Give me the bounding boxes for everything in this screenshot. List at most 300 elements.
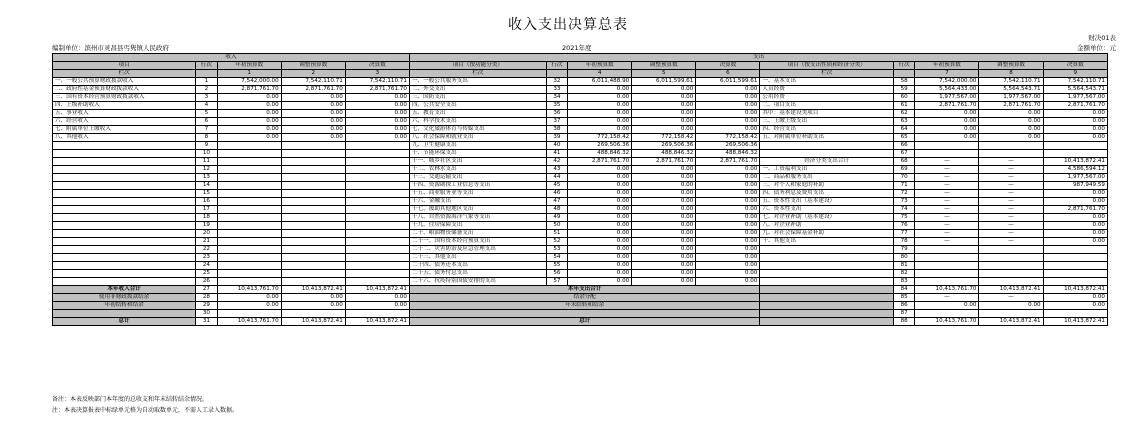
income-adjusted: 0.00 [281, 110, 345, 118]
row-no: 24 [196, 262, 217, 270]
row-no: 52 [546, 238, 567, 246]
expense-header: 支出 [409, 54, 1107, 62]
income-adjusted [281, 206, 345, 214]
row-no: 64 [894, 126, 915, 134]
expense-func-item: 十二、农林水支出 [409, 166, 546, 174]
expense-econ-final: 4,586,594.12 [1043, 166, 1107, 174]
expense-econ-adjusted: — [979, 238, 1043, 246]
expense-func-budget: 0.00 [568, 230, 632, 238]
expense-econ-item: 人员经费 [760, 86, 894, 94]
row-no: 57 [546, 278, 567, 286]
expense-func-budget: 0.00 [568, 118, 632, 126]
expense-func-budget: 0.00 [568, 174, 632, 182]
income-budget [217, 150, 281, 158]
income-item [53, 246, 196, 254]
expense-func-item: 二十六、抗疫特别国债安排的支出 [409, 278, 546, 286]
income-budget: 0.00 [217, 134, 281, 142]
expense-econ-item: 五、对附属单位补助支出 [760, 134, 894, 142]
row-no: 9 [196, 142, 217, 150]
row-no: 82 [894, 270, 915, 278]
income-total-final: 10,413,872.41 [345, 286, 409, 294]
expense-econ-final: 987,949.59 [1043, 182, 1107, 190]
col-budget: 年初预算数 [568, 62, 632, 70]
expense-econ-final [1043, 150, 1107, 158]
row-no: 86 [894, 302, 915, 310]
expense-econ-budget [915, 254, 979, 262]
row-no: 21 [196, 238, 217, 246]
col-index: 5 [632, 70, 696, 78]
expense-econ-budget: — [915, 174, 979, 182]
row-no: 46 [546, 190, 567, 198]
row-no: 72 [894, 190, 915, 198]
expense-func-adjusted: 0.00 [632, 190, 696, 198]
expense-func-item: 十八、自然资源海洋气象等支出 [409, 214, 546, 222]
expense-func-final: 0.00 [696, 206, 760, 214]
row-no: 59 [894, 86, 915, 94]
row-no: 26 [196, 278, 217, 286]
income-adjusted [281, 230, 345, 238]
cell [760, 302, 894, 310]
income-item [53, 190, 196, 198]
table-row [53, 214, 1108, 222]
expense-func-budget: 0.00 [568, 110, 632, 118]
expense-econ-item: 三、上缴上级支出 [760, 118, 894, 126]
row-no: 55 [546, 262, 567, 270]
row-no: 3 [196, 94, 217, 102]
expense-econ-budget: — [915, 214, 979, 222]
expense-econ-budget: — [915, 182, 979, 190]
expense-func-final: 0.00 [696, 270, 760, 278]
expense-func-item: 十一、城乡社区支出 [409, 158, 546, 166]
table-row [53, 182, 1108, 190]
income-lower-adjusted: 0.00 [281, 294, 345, 302]
expense-func-final: 0.00 [696, 190, 760, 198]
row-no: 40 [546, 142, 567, 150]
expense-func-final: 0.00 [696, 182, 760, 190]
income-adjusted: 2,871,761.70 [281, 86, 345, 94]
expense-econ-item: 十、其他支出 [760, 238, 894, 246]
expense-func-budget: 0.00 [568, 238, 632, 246]
row-no: 7 [196, 126, 217, 134]
income-adjusted [281, 214, 345, 222]
expense-func-final: 269,506.36 [696, 142, 760, 150]
income-adjusted: 0.00 [281, 118, 345, 126]
expense-total-budget: 10,413,761.70 [915, 286, 979, 294]
income-adjusted [281, 182, 345, 190]
expense-func-final: 0.00 [696, 110, 760, 118]
expense-func-adjusted: 0.00 [632, 126, 696, 134]
row-no: 38 [546, 126, 567, 134]
table-row [53, 302, 1108, 310]
table-row [53, 238, 1108, 246]
income-final [345, 166, 409, 174]
expense-econ-adjusted: — [979, 222, 1043, 230]
expense-total-label: 本年支出合计 [409, 286, 759, 294]
expense-econ-final: 7,542,110.71 [1043, 78, 1107, 86]
income-budget [217, 198, 281, 206]
row-no: 71 [894, 182, 915, 190]
expense-func-item: 十三、交通运输支出 [409, 174, 546, 182]
expense-func-final: 0.00 [696, 230, 760, 238]
expense-econ-adjusted [979, 246, 1043, 254]
expense-econ-item: 九、对社会保障基金补助 [760, 230, 894, 238]
expense-econ-item: 经济分类支出合计 [760, 158, 894, 166]
row-no: 43 [546, 166, 567, 174]
row-no: 85 [894, 294, 915, 302]
income-item: 五、事业收入 [53, 110, 196, 118]
income-budget: 0.00 [217, 118, 281, 126]
expense-func-item: 二十、粮油物资储备支出 [409, 230, 546, 238]
income-final: 7,542,110.71 [345, 78, 409, 86]
row-no: 49 [546, 214, 567, 222]
col-index: 1 [217, 70, 281, 78]
expense-econ-budget [915, 150, 979, 158]
table-row [53, 310, 1108, 318]
col-adjusted: 调整预算数 [632, 62, 696, 70]
expense-func-adjusted: 0.00 [632, 278, 696, 286]
expense-func-item: 十四、资源勘探工业信息等支出 [409, 182, 546, 190]
income-lower-item: 年初结转和结余 [53, 302, 196, 310]
income-item [53, 150, 196, 158]
expense-lower-budget: 0.00 [915, 302, 979, 310]
income-adjusted [281, 222, 345, 230]
expense-func-item: 六、科学技术支出 [409, 118, 546, 126]
expense-econ-item [760, 278, 894, 286]
expense-func-budget: 0.00 [568, 190, 632, 198]
expense-func-adjusted: 772,158.42 [632, 134, 696, 142]
income-item: 七、附属单位上缴收入 [53, 126, 196, 134]
expense-econ-item [760, 254, 894, 262]
row-no: 83 [894, 278, 915, 286]
row-no: 44 [546, 174, 567, 182]
row-no: 8 [196, 134, 217, 142]
form-number: 财决01表 [1088, 34, 1116, 42]
income-budget [217, 254, 281, 262]
table-row [53, 174, 1108, 182]
expense-econ-budget: — [915, 198, 979, 206]
expense-func-final: 0.00 [696, 86, 760, 94]
table-row [53, 126, 1108, 134]
row-no: 19 [196, 222, 217, 230]
expense-econ-final: 0.00 [1043, 238, 1107, 246]
row-no: 17 [196, 206, 217, 214]
expense-func-budget: 0.00 [568, 206, 632, 214]
expense-econ-adjusted: 0.00 [979, 110, 1043, 118]
expense-lower-budget [915, 310, 979, 318]
expense-func-final: 0.00 [696, 198, 760, 206]
expense-econ-adjusted: — [979, 174, 1043, 182]
expense-econ-item: 四、经营支出 [760, 126, 894, 134]
expense-func-item: 十六、金融支出 [409, 198, 546, 206]
expense-func-budget: 0.00 [568, 198, 632, 206]
expense-func-budget: 0.00 [568, 254, 632, 262]
row-no: 35 [546, 102, 567, 110]
col-index: 7 [915, 70, 979, 78]
row-no: 34 [546, 94, 567, 102]
expense-func-final: 0.00 [696, 222, 760, 230]
summary-table [52, 53, 1108, 326]
row-no: 29 [196, 302, 217, 310]
expense-econ-item: 公用经费 [760, 94, 894, 102]
expense-func-adjusted: 6,011,599.61 [632, 78, 696, 86]
expense-func-item: 七、文化旅游体育与传媒支出 [409, 126, 546, 134]
income-final [345, 182, 409, 190]
expense-lower-final: 0.00 [1043, 302, 1107, 310]
income-adjusted [281, 254, 345, 262]
expense-econ-item: 二、项目支出 [760, 102, 894, 110]
expense-econ-budget: — [915, 238, 979, 246]
expense-econ-budget: — [915, 190, 979, 198]
income-final: 0.00 [345, 102, 409, 110]
row-no: 61 [894, 102, 915, 110]
expense-func-final: 0.00 [696, 118, 760, 126]
row-no: 33 [546, 86, 567, 94]
expense-func-budget: 0.00 [568, 262, 632, 270]
expense-lower-final: 0.00 [1043, 294, 1107, 302]
expense-econ-final: 0.00 [1043, 230, 1107, 238]
expense-econ-final: 2,871,761.70 [1043, 206, 1107, 214]
row-no: 23 [196, 254, 217, 262]
expense-econ-final: 0.00 [1043, 198, 1107, 206]
expense-econ-final: 1,977,567.00 [1043, 174, 1107, 182]
row-no: 63 [894, 118, 915, 126]
income-final: 0.00 [345, 94, 409, 102]
income-budget [217, 190, 281, 198]
expense-econ-adjusted: — [979, 158, 1043, 166]
compiler: 编制单位：滨州市灵昌县丐隽镇人民政府 [52, 44, 169, 52]
expense-func-budget: 0.00 [568, 214, 632, 222]
expense-econ-budget: — [915, 222, 979, 230]
expense-func-item: 十、节能环保支出 [409, 150, 546, 158]
income-item [53, 214, 196, 222]
expense-func-adjusted: 0.00 [632, 214, 696, 222]
grand-in-final: 10,413,872.41 [345, 318, 409, 326]
income-item: 二、政府性基金预算财政拨款收入 [53, 86, 196, 94]
expense-func-adjusted: 0.00 [632, 110, 696, 118]
row-no: 36 [546, 110, 567, 118]
table-row [53, 102, 1108, 110]
expense-econ-final: 0.00 [1043, 118, 1107, 126]
col-index-blank [894, 70, 915, 78]
row-no: 39 [546, 134, 567, 142]
expense-func-final: 0.00 [696, 262, 760, 270]
income-final [345, 270, 409, 278]
row-no: 22 [196, 246, 217, 254]
expense-econ-budget [915, 246, 979, 254]
col-index-label: 栏次 [53, 70, 196, 78]
expense-func-budget: 0.00 [568, 102, 632, 110]
row-no: 28 [196, 294, 217, 302]
income-lower-adjusted [281, 310, 345, 318]
row-no: 73 [894, 198, 915, 206]
expense-econ-final: 0.00 [1043, 222, 1107, 230]
income-item [53, 222, 196, 230]
row-no: 45 [546, 182, 567, 190]
note-auto-cells: 注：本表决算报表中标绿单元格为自动取数单元，不需人工录入数据。 [52, 407, 239, 414]
expense-econ-budget: 1,977,567.00 [915, 94, 979, 102]
expense-econ-final [1043, 278, 1107, 286]
table-row [53, 278, 1108, 286]
income-adjusted [281, 262, 345, 270]
expense-econ-final: 0.00 [1043, 110, 1107, 118]
expense-func-item: 二十四、债务还本支出 [409, 262, 546, 270]
row-no: 84 [894, 286, 915, 294]
table-row [53, 254, 1108, 262]
row-no: 32 [546, 78, 567, 86]
row-no: 54 [546, 254, 567, 262]
expense-econ-adjusted: — [979, 214, 1043, 222]
expense-func-final: 772,158.42 [696, 134, 760, 142]
income-budget [217, 238, 281, 246]
expense-econ-final [1043, 270, 1107, 278]
report-year: 2021年度 [562, 44, 592, 52]
income-budget: 0.00 [217, 102, 281, 110]
col-index: 6 [696, 70, 760, 78]
grand-out-budget: 10,413,761.70 [915, 318, 979, 326]
grand-total-in-label: 总计 [53, 318, 196, 326]
col-index: 3 [345, 70, 409, 78]
row-no: 53 [546, 246, 567, 254]
income-budget: 0.00 [217, 126, 281, 134]
col-adjusted: 调整预算数 [281, 62, 345, 70]
table-row [53, 158, 1108, 166]
income-final [345, 238, 409, 246]
cell [760, 310, 894, 318]
expense-func-adjusted: 0.00 [632, 102, 696, 110]
expense-func-budget: 0.00 [568, 278, 632, 286]
income-final [345, 254, 409, 262]
grand-in-budget: 10,413,761.70 [217, 318, 281, 326]
expense-econ-budget: 2,871,761.70 [915, 102, 979, 110]
expense-func-final: 2,871,761.70 [696, 158, 760, 166]
income-item [53, 206, 196, 214]
note-remark: 备注：本表反映部门本年度的总收支和年末结转结余情况。 [52, 396, 209, 403]
expense-func-adjusted: 0.00 [632, 198, 696, 206]
income-lower-budget [217, 310, 281, 318]
expense-func-final: 0.00 [696, 238, 760, 246]
row-no: 77 [894, 230, 915, 238]
income-lower-final [345, 310, 409, 318]
expense-econ-item: 三、对个人和家庭的补助 [760, 182, 894, 190]
grand-out-final: 10,413,872.41 [1043, 318, 1107, 326]
expense-func-item: 二、外交支出 [409, 86, 546, 94]
grand-in-adjusted: 10,413,872.41 [281, 318, 345, 326]
row-no: 65 [894, 134, 915, 142]
row-no: 74 [894, 206, 915, 214]
expense-func-adjusted: 0.00 [632, 254, 696, 262]
expense-total-adjusted: 10,413,872.41 [979, 286, 1043, 294]
income-adjusted: 0.00 [281, 134, 345, 142]
expense-econ-item [760, 262, 894, 270]
expense-func-item: 十七、援助其他地区支出 [409, 206, 546, 214]
row-no: 25 [196, 270, 217, 278]
income-final [345, 198, 409, 206]
expense-econ-adjusted [979, 142, 1043, 150]
row-no: 70 [894, 174, 915, 182]
col-index: 9 [1043, 70, 1107, 78]
income-item [53, 238, 196, 246]
expense-econ-adjusted: — [979, 166, 1043, 174]
row-no: 60 [894, 94, 915, 102]
col-index: 4 [568, 70, 632, 78]
row-no: 68 [894, 158, 915, 166]
grand-out-adjusted: 10,413,872.41 [979, 318, 1043, 326]
expense-lower-final [1043, 310, 1107, 318]
row-no: 1 [196, 78, 217, 86]
expense-econ-item: 八、对企业补助 [760, 222, 894, 230]
col-index-label: 栏次 [760, 70, 894, 78]
table-row [53, 142, 1108, 150]
expense-econ-final: 1,977,567.00 [1043, 94, 1107, 102]
expense-econ-adjusted: — [979, 198, 1043, 206]
col-index-label: 栏次 [409, 70, 546, 78]
expense-econ-item: 二、商品和服务支出 [760, 174, 894, 182]
income-total-label: 本年收入合计 [53, 286, 196, 294]
expense-func-adjusted: 0.00 [632, 230, 696, 238]
expense-econ-item [760, 150, 894, 158]
row-no: 58 [894, 78, 915, 86]
expense-func-adjusted: 0.00 [632, 118, 696, 126]
col-final: 决算数 [696, 62, 760, 70]
expense-econ-adjusted: 2,871,761.70 [979, 102, 1043, 110]
income-final [345, 158, 409, 166]
row-no: 30 [196, 310, 217, 318]
expense-lower-adjusted: 0.00 [979, 302, 1043, 310]
expense-econ-budget: 0.00 [915, 110, 979, 118]
expense-func-budget: 0.00 [568, 222, 632, 230]
col-final: 决算数 [1043, 62, 1107, 70]
income-adjusted: 0.00 [281, 94, 345, 102]
col-index: 2 [281, 70, 345, 78]
expense-func-budget: 0.00 [568, 166, 632, 174]
expense-econ-item [760, 246, 894, 254]
income-item: 四、上级补助收入 [53, 102, 196, 110]
table-row [53, 270, 1108, 278]
expense-econ-final [1043, 254, 1107, 262]
income-item [53, 174, 196, 182]
cell [760, 286, 894, 294]
expense-func-item: 一、一般公共服务支出 [409, 78, 546, 86]
expense-func-adjusted: 488,846.32 [632, 150, 696, 158]
expense-econ-item: 一、工资福利支出 [760, 166, 894, 174]
expense-econ-final: 0.00 [1043, 134, 1107, 142]
income-budget [217, 222, 281, 230]
expense-econ-item: 六、资本性支出 [760, 206, 894, 214]
table-row [53, 134, 1108, 142]
table-row [53, 110, 1108, 118]
col-item: 项目 [53, 62, 196, 70]
income-item: 八、其他收入 [53, 134, 196, 142]
expense-econ-adjusted: 0.00 [979, 118, 1043, 126]
expense-func-final: 0.00 [696, 94, 760, 102]
income-item: 一、一般公共预算财政拨款收入 [53, 78, 196, 86]
income-budget [217, 158, 281, 166]
expense-econ-adjusted: — [979, 190, 1043, 198]
expense-econ-item: 一、基本支出 [760, 78, 894, 86]
expense-econ-adjusted [979, 150, 1043, 158]
table-row [53, 166, 1108, 174]
income-budget [217, 182, 281, 190]
col-index: 8 [979, 70, 1043, 78]
income-item [53, 142, 196, 150]
expense-lower-item [409, 310, 759, 318]
income-total-budget: 10,413,761.70 [217, 286, 281, 294]
report-title: 收入支出决算总表 [508, 17, 628, 33]
expense-econ-adjusted: — [979, 182, 1043, 190]
income-item: 六、经营收入 [53, 118, 196, 126]
table-row [53, 222, 1108, 230]
expense-total-final: 10,413,872.41 [1043, 286, 1107, 294]
